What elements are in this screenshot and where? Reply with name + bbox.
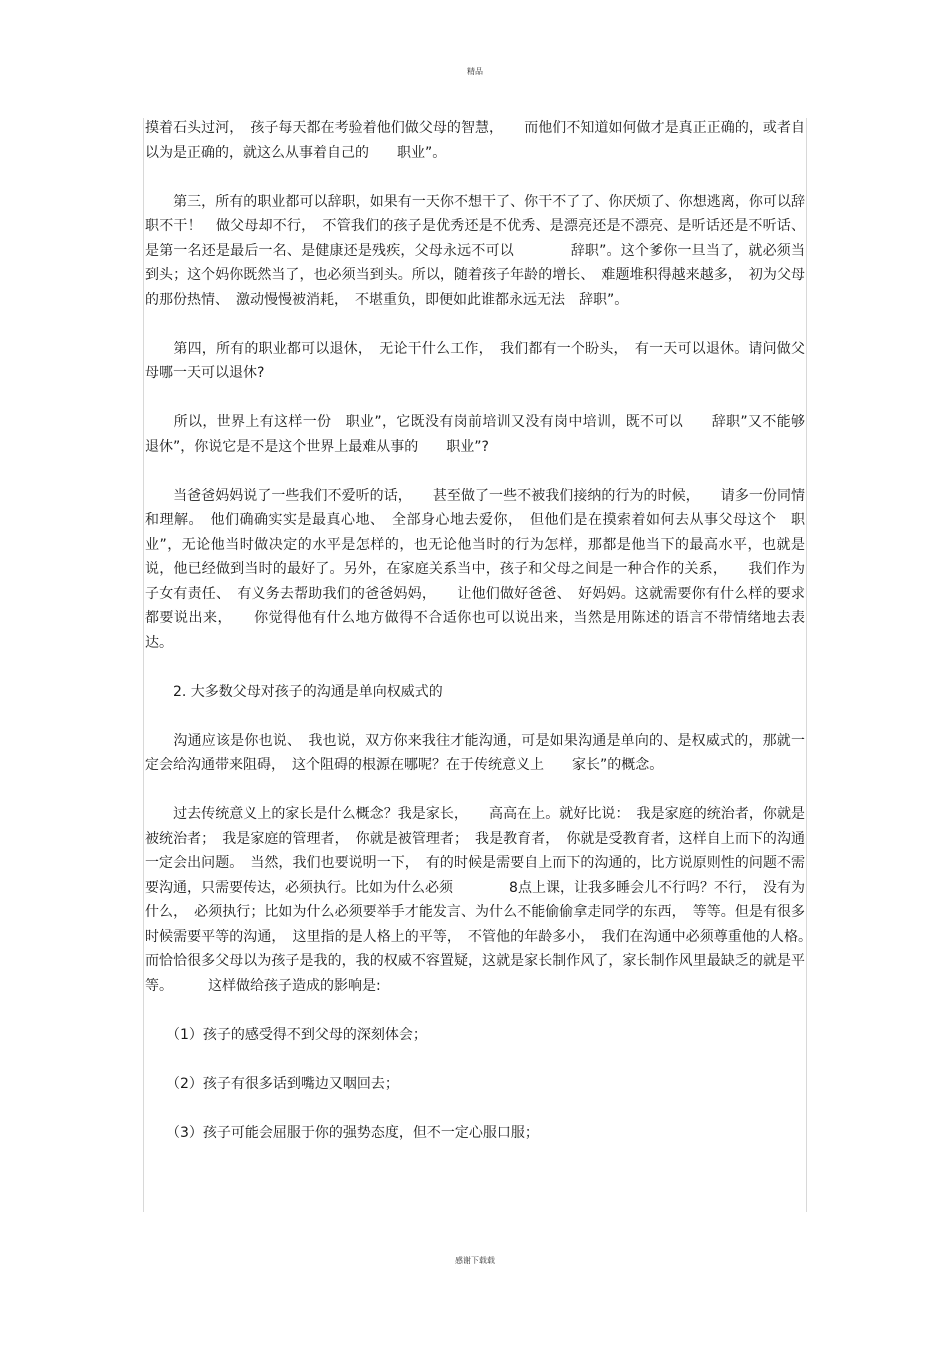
paragraph-traditional-parent: 过去传统意义上的家长是什么概念？我是家长， 高高在上。就好比说： 我是家庭的统治者，你就是被统治者； 我是家庭的管理者， 你就是被管理者； 我是教育者， 你就是受教育者，这样自上而下的沟通一定会出问题。 当然，我们也要说明一下， 有的时候是需要自上而下的沟通的，比方说原则性的问题不需要沟通，只需要传达，必须执行。比如为什么必须 8点上课，让我多睡会儿不行吗？不行， 没有为什么， 必须执行；比如为什么必须要举手才能发言、为什么不能偷偷拿走同学的东西， 等等。但是有很多时候需要平等的沟通， 这里指的是人格上的平等， 不管他的年龄多小， 我们在沟通中必须尊重他的人格。 而恰恰很多父母以为孩子是我的，我的权威不容置疑，这就是家长制作风了，家长制作风里最缺乏的就是平等。 这样做给孩子造成的影响是: [145,806,819,994]
page-frame-right-border [806,118,807,1212]
paragraph-third-point: 第三，所有的职业都可以辞职，如果有一天你不想干了、你干不了了、你厌烦了、你想逃离，你可以辞职不干！ 做父母却不行， 不管我们的孩子是优秀还是不优秀、是漂亮还是不漂亮、是听话还是不听话、是第一名还是最后一名、是健康还是残疾，父母永远不可以 辞职”。这个爹你一旦当了，就必须当到头；这个妈你既然当了，也必须当到头。所以，随着孩子年龄的增长、 难题堆积得越来越多， 初为父母的那份热情、 激动慢慢被消耗， 不堪重负，即便如此谁都永远无法 辞职”。 [145,193,805,308]
paragraph-understanding-parents: 当爸爸妈妈说了一些我们不爱听的话， 甚至做了一些不被我们接纳的行为的时候， 请多一份同情和理解。 他们确确实实是最真心地、 全部身心地去爱你， 但他们是在摸索着如何去从事父母这个 职业”，无论他当时做决定的水平是怎样的，也无论他当时的行为怎样，那都是他当下的最高水平，也就是说，他已经做到当时的最好了。另外，在家庭关系当中，孩子和父母之间是一种合作的关系， 我们作为子女有责任、 有义务去帮助我们的爸爸妈妈， 让他们做好爸爸、 好妈妈。这就需要你有什么样的要求都要说出来， 你觉得他有什么地方做得不合适你也可以说出来，当然是用陈述的语言不带情绪地去表达。 [145,487,805,651]
page-frame-left-border [143,118,144,1212]
paragraph-intro-continuation: 摸着石头过河， 孩子每天都在考验着他们做父母的智慧， 而他们不知道如何做才是真正正确的，或者自以为是正确的，就这么从事着自己的 职业”。 [145,120,805,161]
paragraph-fourth-point: 第四，所有的职业都可以退休， 无论干什么工作， 我们都有一个盼头， 有一天可以退休。请问做父母哪一天可以退休? [145,340,805,381]
paragraph-conclusion: 所以，世界上有这样一份 职业”，它既没有岗前培训又没有岗中培训，既不可以 辞职”又不能够 退休”，你说它是不是这个世界上最难从事的 职业”? [145,414,819,455]
section-heading-2: 2. 大多数父母对孩子的沟通是单向权威式的 [145,683,443,700]
list-item-2: （2）孩子有很多话到嘴边又咽回去； [145,1075,399,1092]
list-item-1: （1）孩子的感受得不到父母的深刻体会； [145,1026,427,1043]
document-body [145,116,819,1145]
list-item-3: （3）孩子可能会屈服于你的强势态度，但不一定心服口服； [145,1124,539,1141]
page-header: 精品 [467,67,483,76]
paragraph-communication: 沟通应该是你也说、 我也说，双方你来我往才能沟通，可是如果沟通是单向的、是权威式的，那就一定会给沟通带来阻碍， 这个阻碍的根源在哪呢？在于传统意义上 家长”的概念。 [145,732,805,773]
page-footer: 感谢下载载 [455,1256,495,1265]
